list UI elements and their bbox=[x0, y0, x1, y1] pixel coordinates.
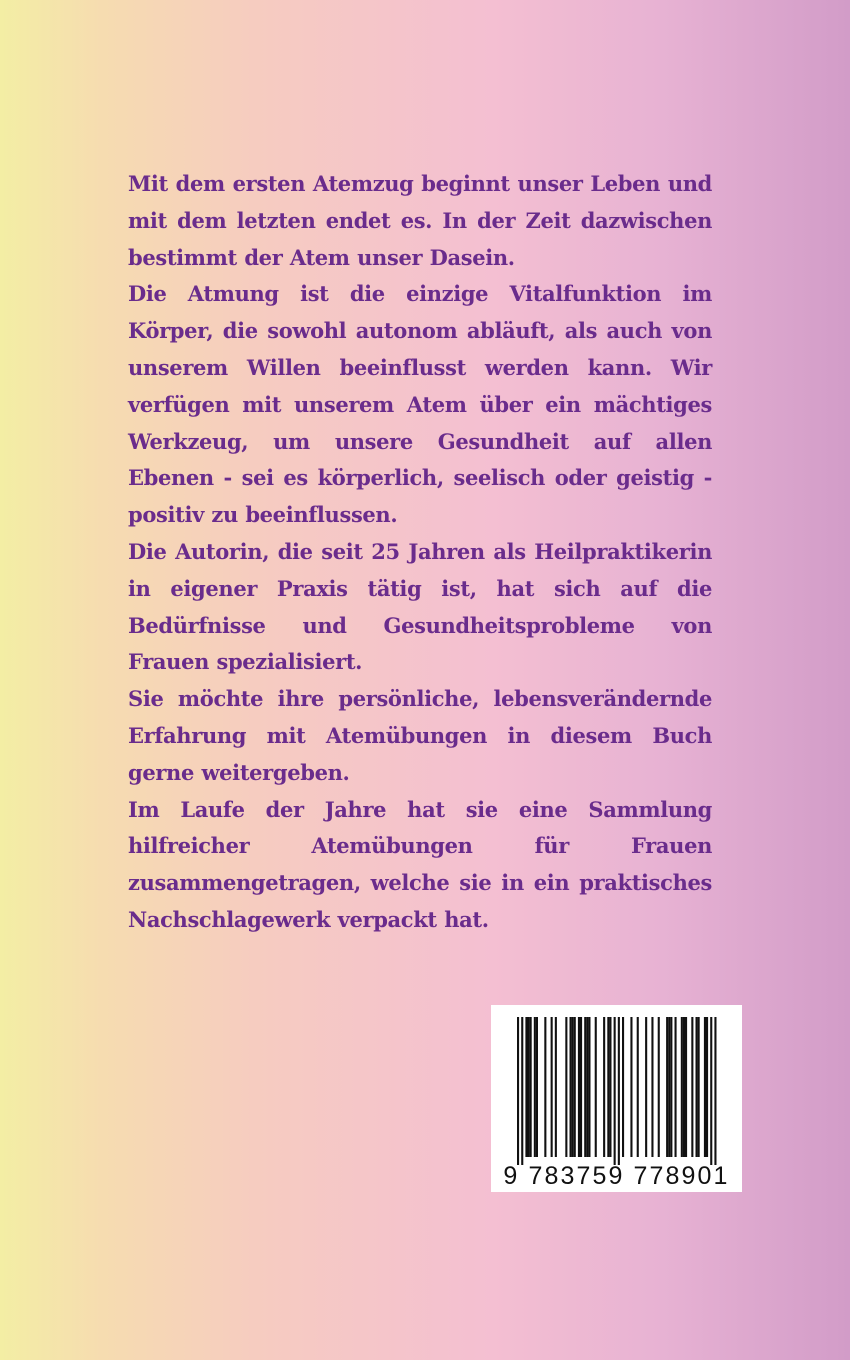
barcode-bar bbox=[525, 1017, 527, 1157]
barcode-bar bbox=[710, 1017, 712, 1165]
blurb-text bbox=[128, 166, 712, 939]
barcode-bar bbox=[517, 1017, 519, 1165]
barcode-bar bbox=[666, 1017, 668, 1157]
barcode-bar bbox=[668, 1017, 670, 1157]
barcode-bar bbox=[670, 1017, 672, 1157]
barcode-bar bbox=[698, 1017, 700, 1157]
barcode-bar bbox=[645, 1017, 647, 1157]
barcode-bar bbox=[521, 1017, 523, 1165]
barcode-bar bbox=[675, 1017, 677, 1157]
barcode-bar bbox=[607, 1017, 609, 1157]
barcode-bar bbox=[637, 1017, 639, 1157]
blurb-paragraph-4: Sie möchte ihre persönliche, lebensverändernde Erfahrung mit Atemübungen in diesem Buch gerne weitergeben. bbox=[128, 686, 712, 785]
barcode-bar bbox=[595, 1017, 597, 1157]
barcode-bar bbox=[572, 1017, 574, 1157]
barcode-bar bbox=[691, 1017, 693, 1157]
barcode-bar bbox=[544, 1017, 546, 1157]
barcode-bar bbox=[574, 1017, 576, 1157]
barcode-bar bbox=[530, 1017, 532, 1157]
barcode-bar bbox=[614, 1017, 616, 1165]
blurb-paragraph-3: Die Autorin, die seit 25 Jahren als Heilpraktikerin in eigener Praxis tätig ist, hat sich auf die Bedürfnisse und Gesundheitsprobleme von Frauen spezialisiert. bbox=[128, 538, 712, 675]
barcode-bar bbox=[528, 1017, 530, 1157]
barcode-bar bbox=[570, 1017, 572, 1157]
barcode-bar bbox=[551, 1017, 553, 1157]
barcode-bar bbox=[536, 1017, 538, 1157]
barcode-bar bbox=[603, 1017, 605, 1157]
barcode-bar bbox=[584, 1017, 586, 1157]
barcode-bar bbox=[622, 1017, 624, 1157]
barcode-bar bbox=[565, 1017, 567, 1157]
blurb-paragraph-1: Mit dem ersten Atemzug beginnt unser Leben und mit dem letzten endet es. In der Zeit dazwischen bestimmt der Atem unser Dasein. bbox=[128, 171, 712, 270]
barcode-bar bbox=[683, 1017, 685, 1157]
barcode-bar bbox=[658, 1017, 660, 1157]
barcode-bar bbox=[630, 1017, 632, 1157]
barcode-bar bbox=[586, 1017, 588, 1157]
barcode-bar bbox=[714, 1017, 716, 1165]
barcode-bar bbox=[618, 1017, 620, 1165]
barcode-bar bbox=[651, 1017, 653, 1157]
isbn-number: 9 783759 778901 bbox=[503, 1162, 730, 1190]
barcode-bar bbox=[588, 1017, 590, 1157]
barcode-bar bbox=[580, 1017, 582, 1157]
barcode-bar bbox=[609, 1017, 611, 1157]
barcode-bar bbox=[555, 1017, 557, 1157]
barcode-bar bbox=[706, 1017, 708, 1157]
barcode-bar bbox=[704, 1017, 706, 1157]
barcode-bar bbox=[685, 1017, 687, 1157]
isbn-barcode bbox=[491, 1005, 742, 1192]
barcode-bar bbox=[578, 1017, 580, 1157]
barcode-bars bbox=[491, 1005, 742, 1165]
barcode-bar bbox=[696, 1017, 698, 1157]
barcode-bar bbox=[534, 1017, 536, 1157]
barcode-bar bbox=[681, 1017, 683, 1157]
blurb-paragraph-5: Im Laufe der Jahre hat sie eine Sammlung hilfreicher Atemübungen für Frauen zusammengetragen, welche sie in ein praktisches Nachschlagewerk verpackt hat. bbox=[128, 796, 712, 932]
blurb-paragraph-2: Die Atmung ist die einzige Vitalfunktion im Körper, die sowohl autonom abläuft, als auch von unserem Willen beeinflusst werden kann. Wir verfügen mit unserem Atem über ein mächtiges Werkzeug, um unsere Gesundheit auf allen Ebenen - sei es körperlich, seelisch oder geistig - positiv zu beeinflussen. bbox=[128, 281, 712, 528]
